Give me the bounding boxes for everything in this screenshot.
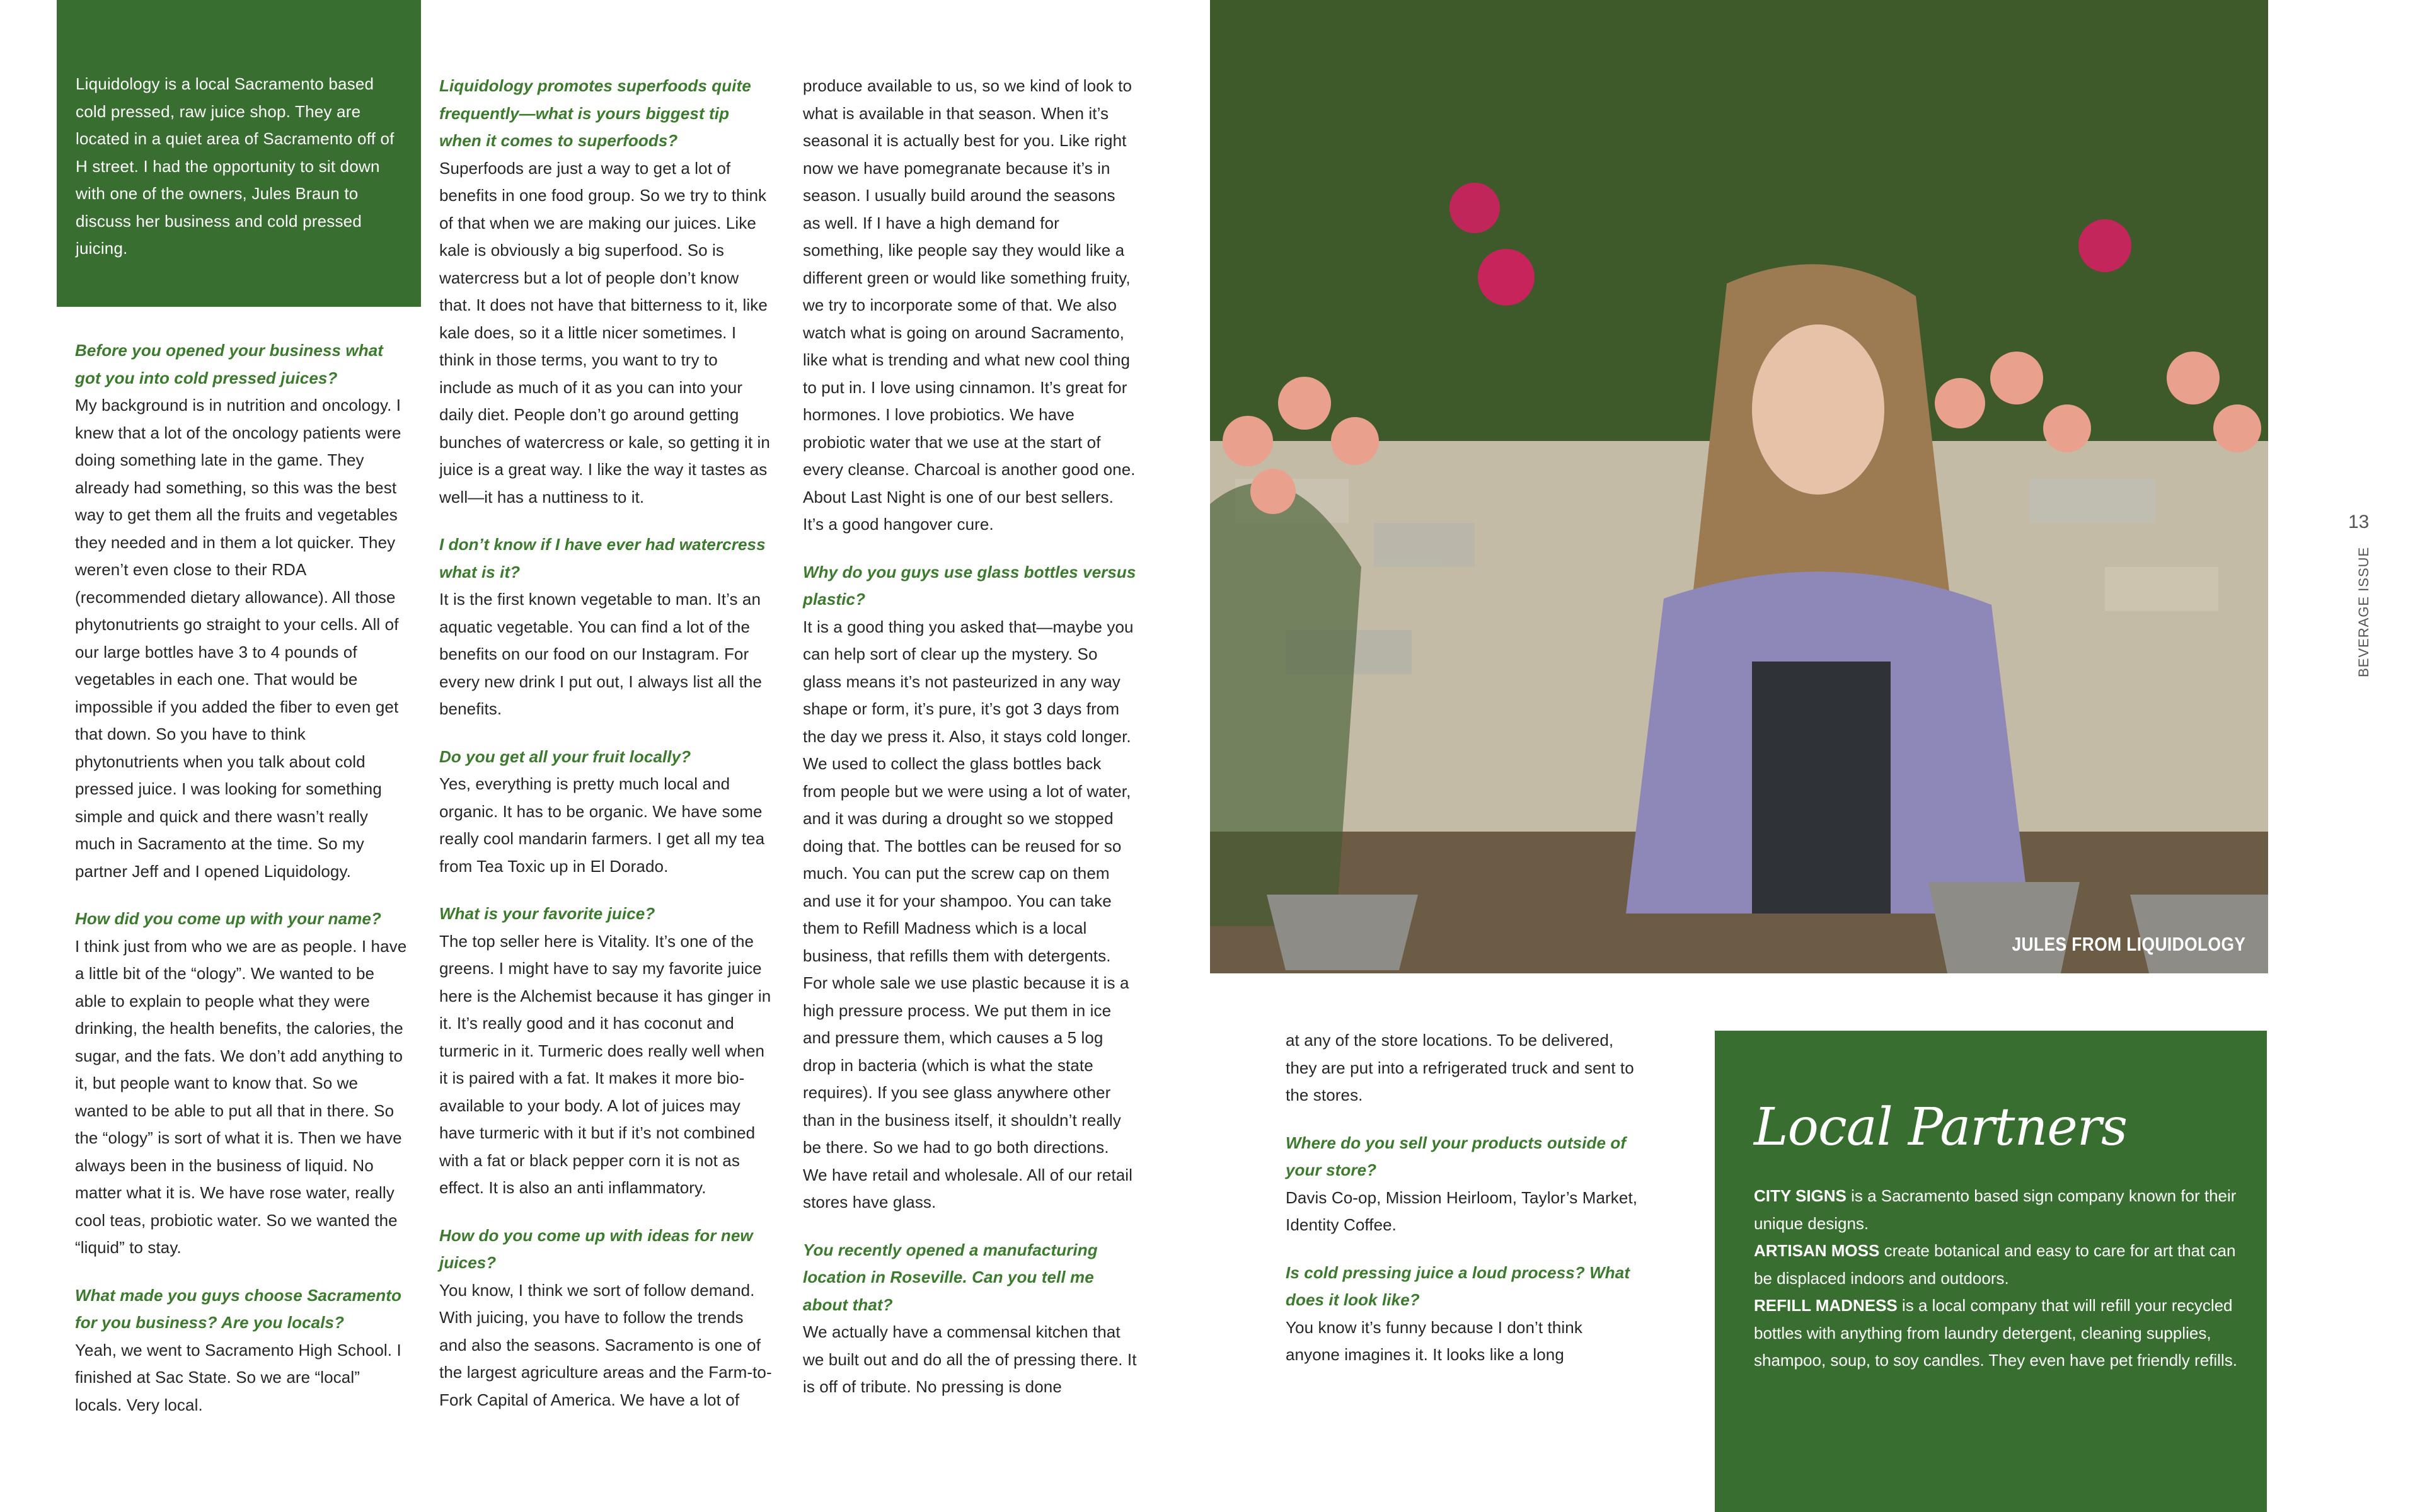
article-column-1 xyxy=(75,337,409,1439)
qa-block xyxy=(439,72,773,511)
answer: produce available to us, so we kind of look to what is available in that season. When it’s seasonal it is actually best for you. Like right now we have pomegranate because it’s in season. I usually build around the seasons as well. If I have a high demand for something, like people say they would like a different green or would like something fruity, we try to incorporate some of that. We also watch what is going on around Sacramento, like what is trending and what new cool thing to put in. I love using cinnamon. It’s great for hormones. I love probiotics. We have probiotic water that we use at the start of every cleanse. Charcoal is another good one. About Last Night is one of our best sellers. It’s a good hangover cure. xyxy=(803,76,1136,534)
qa-block xyxy=(75,905,409,1262)
partner-item xyxy=(1754,1183,2242,1237)
question: I don’t know if I have ever had watercress what is it? xyxy=(439,535,766,581)
answer: You know, I think we sort of follow demand. With juicing, you have to follow the trends and also the seasons. Sacramento is one of the largest agriculture areas and the Farm-to-Fork Capital of America. We have a lot of xyxy=(439,1280,772,1409)
photo-jules xyxy=(1210,0,2268,973)
answer: We actually have a commensal kitchen that we built out and do all the of pressing there. It is off of tribute. No pressing is done xyxy=(803,1322,1137,1396)
partner-name: ARTISAN MOSS xyxy=(1754,1241,1880,1260)
answer: It is a good thing you asked that—maybe you can help sort of clear up the mystery. So glass means it’s not pasteurized in any way shape or form, it’s pure, it’s got 3 days from the day we press it. Also, it stays cold longer. We used to collect the glass bottles back from people but we were using a lot of water, and it was during a drought so we stopped doing that. The bottles can be reused for so much. You can put the screw cap on them and use it for your shampoo. You can take them to Refill Madness which is a local business, that refills them with detergents. For whole sale we use plastic because it is a high pressure process. We put them in ice and pressure them, which causes a 5 log drop in bacteria (which is what the state requires). If you see glass anywhere other than in the business itself, it shouldn’t really be there. So we had to go both directions. We have retail and wholesale. All of our retail stores have glass. xyxy=(803,617,1134,1211)
qa-block xyxy=(803,72,1137,539)
qa-block xyxy=(75,1282,409,1419)
local-partners-box xyxy=(1715,1031,2267,1512)
photo-illustration xyxy=(1210,0,2268,973)
qa-block xyxy=(1286,1259,1639,1369)
partner-item xyxy=(1754,1237,2242,1292)
intro-box xyxy=(57,0,421,307)
qa-block xyxy=(75,337,409,885)
local-partners-title: Local Partners xyxy=(1754,1097,2128,1157)
answer: Yes, everything is pretty much local and organic. It has to be organic. We have some really cool mandarin farmers. I get all my tea from Tea Toxic up in El Dorado. xyxy=(439,774,765,876)
question: How did you come up with your name? xyxy=(75,909,381,928)
running-header: BEVERAGE ISSUE xyxy=(2356,546,2371,677)
question: How do you come up with ideas for new juices? xyxy=(439,1225,753,1272)
qa-block xyxy=(803,559,1137,1217)
article-column-4 xyxy=(1286,1027,1639,1389)
question: Before you opened your business what got you into cold pressed juices? xyxy=(75,341,384,387)
qa-block xyxy=(1286,1027,1639,1109)
question: Is cold pressing juice a loud process? What does it look like? xyxy=(1286,1263,1630,1309)
qa-block xyxy=(439,1222,773,1414)
partner-desc: create botanical and easy to care for art that can be displaced indoors and outdoors. xyxy=(1754,1241,2236,1288)
answer: Superfoods are just a way to get a lot of benefits in one food group. So we try to think of that when we are making our juices. Like kale is obviously a big superfood. So is watercress but a lot of people don’t know that. It does not have that bitterness to it, like kale does, so it a little nicer sometimes. I think in those terms, you want to try to include as much of it as you can into your daily diet. People don’t go around getting bunches of watercress or kale, so getting it in juice is a great way. I like the way it tastes as well—it has a nuttiness to it. xyxy=(439,158,770,507)
question: What made you guys choose Sacramento for you business? Are you locals? xyxy=(75,1285,401,1332)
answer: Davis Co-op, Mission Heirloom, Taylor’s Market, Identity Coffee. xyxy=(1286,1188,1638,1234)
partner-name: CITY SIGNS xyxy=(1754,1186,1847,1205)
question: Do you get all your fruit locally? xyxy=(439,747,691,766)
answer: The top seller here is Vitality. It’s one of the greens. I might have to say my favorite juice here is the Alchemist because it has ginger in it. It’s really good and it has coconut and turmeric in it. Turmeric does really well when it is paired with a fat. It makes it more bio-available to your body. A lot of juices may have turmeric with it but if it’s not combined with a fat or black pepper corn it is not as effect. It is also an anti inflammatory. xyxy=(439,931,771,1197)
question: You recently opened a manufacturing location in Roseville. Can you tell me about that? xyxy=(803,1240,1098,1314)
photo-caption: JULES FROM LIQUIDOLOGY xyxy=(2012,933,2245,955)
article-column-2 xyxy=(439,72,773,1434)
answer: Yeah, we went to Sacramento High School. I finished at Sac State. So we are “local” locals. Very local. xyxy=(75,1340,401,1414)
answer: My background is in nutrition and oncology. I knew that a lot of the oncology patients were doing something late in the game. They already had something, so this was the best way to get them all the fruits and vegetables they needed and in them a lot quicker. They weren’t even close to their RDA (recommended dietary allowance). All those phytonutrients go straight to your cells. All of our large bottles have 3 to 4 pounds of vegetables in each one. That would be impossible if you added the fiber to even get that down. So you have to think phytonutrients when you talk about cold pressed juice. I was looking for something simple and quick and there wasn’t really much in Sacramento at the time. So my partner Jeff and I opened Liquidology. xyxy=(75,396,401,881)
qa-block xyxy=(439,531,773,723)
partner-item xyxy=(1754,1292,2242,1375)
qa-block xyxy=(1286,1130,1639,1239)
intro-text: Liquidology is a local Sacramento based cold pressed, raw juice shop. They are located in a quiet area of Sacramento off of H street. I had the opportunity to sit down with one of the owners, Jules Braun to discuss her business and cold pressed juicing. xyxy=(76,74,395,258)
qa-block xyxy=(803,1237,1137,1401)
qa-block xyxy=(439,743,773,881)
partner-desc: is a local company that will refill your recycled bottles with anything from laundry detergent, cleaning supplies, shampoo, soup, to soy candles. They even have pet friendly refills. xyxy=(1754,1296,2237,1370)
answer: I think just from who we are as people. I have a little bit of the “ology”. We wanted to be able to explain to people what they were drinking, the health benefits, the calories, the sugar, and the fats. We don’t add anything to it, but people want to know that. So we wanted to be able to put all that in there. So the “ology” is sort of what it is. Then we have always been in the business of liquid. No matter what it is. We have rose water, really cool teas, probiotic water. So we wanted the “liquid” to stay. xyxy=(75,936,407,1257)
article-column-3 xyxy=(803,72,1137,1421)
qa-block xyxy=(439,900,773,1202)
answer: at any of the store locations. To be delivered, they are put into a refrigerated truck and sent to the stores. xyxy=(1286,1031,1634,1104)
question: What is your favorite juice? xyxy=(439,904,655,923)
page-number: 13 xyxy=(2348,512,2370,532)
question: Liquidology promotes superfoods quite frequently—what is yours biggest tip when it comes to superfoods? xyxy=(439,76,751,150)
partner-name: REFILL MADNESS xyxy=(1754,1296,1898,1315)
answer: It is the first known vegetable to man. It’s an aquatic vegetable. You can find a lot of the benefits on our food on our Instagram. For every new drink I put out, I always list all the benefits. xyxy=(439,590,763,718)
answer: You know it’s funny because I don’t think anyone imagines it. It looks like a long xyxy=(1286,1317,1582,1364)
question: Why do you guys use glass bottles versus plastic? xyxy=(803,562,1136,609)
question: Where do you sell your products outside of your store? xyxy=(1286,1133,1627,1179)
partner-desc: is a Sacramento based sign company known for their unique designs. xyxy=(1754,1186,2237,1233)
